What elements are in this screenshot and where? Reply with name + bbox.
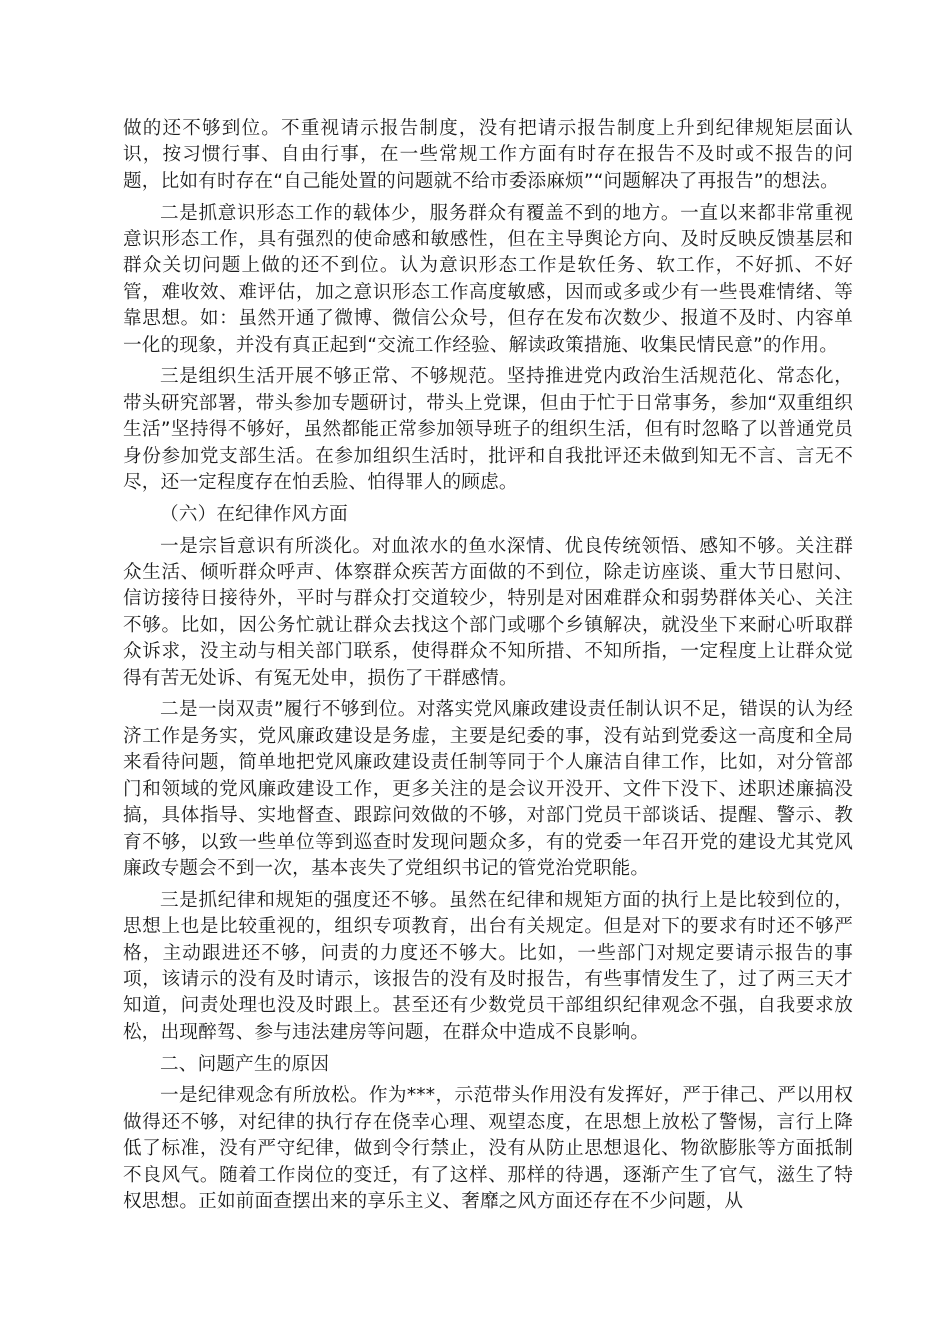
document-page xyxy=(123,116,853,1221)
paragraph-discipline-strength: 三是抓纪律和规矩的强度还不够。虽然在纪律和规矩方面的执行上是比较到位的，思想上也是比较重视的，组织专项教育，出台有关规定。但是对下的要求有时还不够严格，主动跟进还不够，问责的力度还不够大。比如，一些部门对规定要请示报告的事项，该请示的没有及时请示，该报告的没有及时报告，有些事情发生了，过了两三天才知道，问责处理也没及时跟上。甚至还有少数党员干部组织纪律观念不强，自我要求放松，出现醉驾、参与违法建房等问题，在群众中造成不良影响。 xyxy=(123,889,853,1043)
paragraph-organization-life: 三是组织生活开展不够正常、不够规范。坚持推进党内政治生活规范化、常态化，带头研究部署，带头参加专题研讨，带头上党课，但由于忙于日常事务，参加“双重组织生活”坚持得不够好，虽然都能正常参加领导班子的组织生活，但有时忽略了以普通党员身份参加党支部生活。在参加组织生活时，批评和自我批评还未做到知无不言、言无不尽，还一定程度存在怕丢脸、怕得罪人的顾虑。 xyxy=(123,366,853,494)
paragraph-purpose-awareness: 一是宗旨意识有所淡化。对血浓水的鱼水深情、优良传统领悟、感知不够。关注群众生活、倾听群众呼声、体察群众疾苦方面做的不到位，除走访座谈、重大节日慰问、信访接待日接待外，平时与群众打交道较少，特别是对困难群众和弱势群体关心、关注不够。比如，因公务忙就让群众去找这个部门或哪个乡镇解决，就没坐下来耐心听取群众诉求，没主动与相关部门联系，使得群众不知所措、不知所指，一定程度上让群众觉得有苦无处诉、有冤无处申，损伤了干群感情。 xyxy=(123,535,853,689)
paragraph-dual-responsibility: 二是一岗双责”履行不够到位。对落实党风廉政建设责任制认识不足，错误的认为经济工作是务实，党风廉政建设是务虚，主要是纪委的事，没有站到党委这一高度和全局来看待问题，简单地把党风廉政建设责任制等同于个人廉洁自律工作，比如，对分管部门和领域的党风廉政建设工作，更多关注的是会议开没开、文件下没下、述职述廉搞没搞，具体指导、实地督查、跟踪问效做的不够，对部门党员干部谈话、提醒、警示、教育不够，以致一些单位等到巡查时发现问题众多，有的党委一年召开党的建设尤其党风廉政专题会不到一次，基本丧失了党组织书记的管党治党职能。 xyxy=(123,699,853,879)
paragraph-discipline-concept: 一是纪律观念有所放松。作为***，示范带头作用没有发挥好，严于律己、严以用权做得还不够，对纪律的执行存在侥幸心理、观望态度，在思想上放松了警惕，言行上降低了标准，没有严守纪律，做到令行禁止，没有从防止思想退化、物欲膨胀等方面抵制不良风气。随着工作岗位的变迁，有了这样、那样的待遇，逐渐产生了官气，滋生了特权思想。正如前面查摆出来的享乐主义、奢靡之风方面还存在不少问题，从 xyxy=(123,1085,853,1212)
paragraph-ideology-work: 二是抓意识形态工作的载体少，服务群众有覆盖不到的地方。一直以来都非常重视意识形态工作，具有强烈的使命感和敏感性，但在主导舆论方向、及时反映反馈基层和群众关切问题上做的还不到位。认为意识形态工作是软任务、软工作，不好抓、不好管，难收效、难评估，加之意识形态工作高度敏感，因而或多或少有一些畏难情绪、等靠思想。如：虽然开通了微博、微信公众号，但存在发布次数少、报道不及时、内容单一化的现象，并没有真正起到“交流工作经验、解读政策措施、收集民情民意”的作用。 xyxy=(123,202,853,356)
section-heading-discipline: （六）在纪律作风方面 xyxy=(160,503,348,525)
paragraph-continuation: 做的还不够到位。不重视请示报告制度，没有把请示报告制度上升到纪律规矩层面认识，按习惯行事、自由行事，在一些常规工作方面有时存在报告不及时或不报告的问题，比如有时存在“自己能处置的问题就不给市委添麻烦”“问题解决了再报告”的想法。 xyxy=(123,118,853,192)
section-heading-causes: 二、问题产生的原因 xyxy=(160,1053,330,1075)
